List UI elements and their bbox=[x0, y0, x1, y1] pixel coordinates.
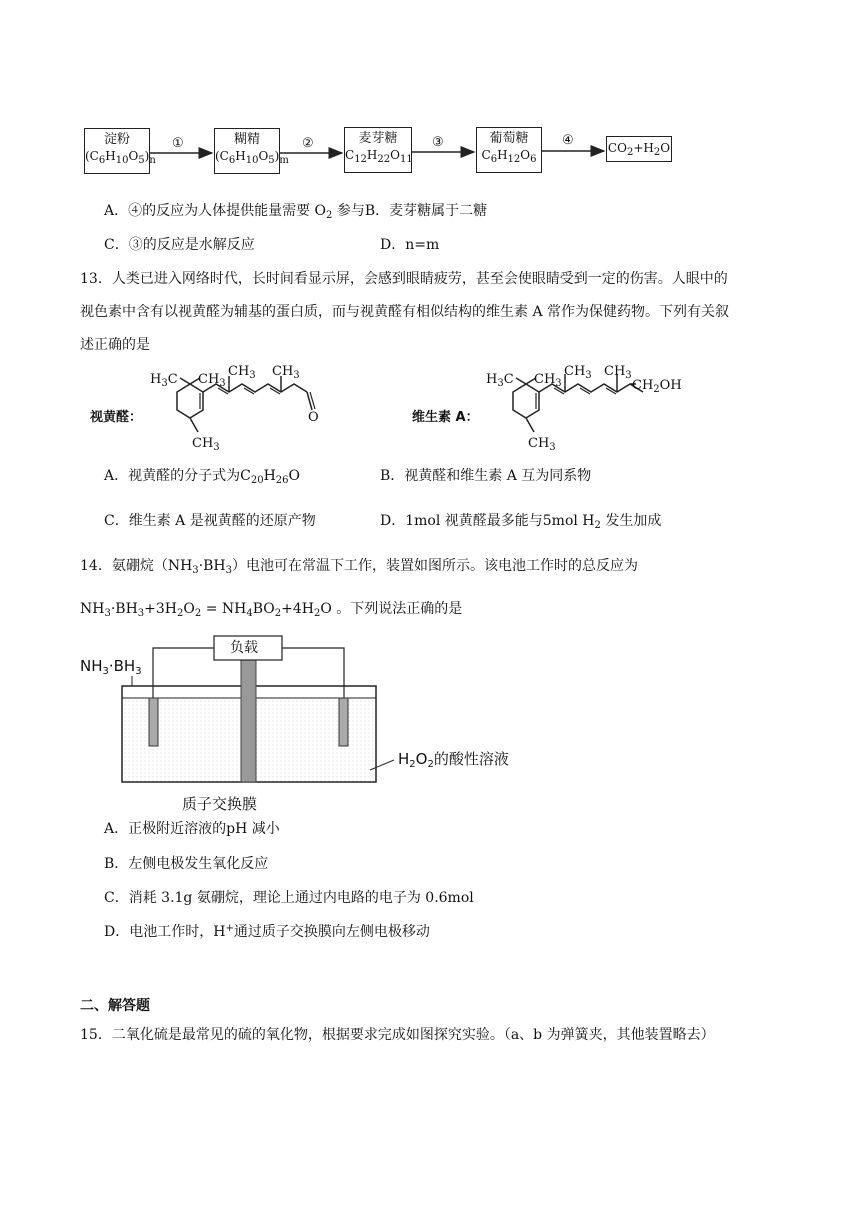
battery-solution-label: $H_2O_2$的酸性溶液 bbox=[398, 750, 509, 770]
scheme-box-name: 糊精 bbox=[233, 132, 260, 147]
q12-option-d: D．n=m bbox=[380, 237, 440, 253]
battery-fuel-label: $NH_3\cdot BH_3$ bbox=[80, 657, 142, 677]
battery-diagram bbox=[0, 620, 860, 820]
q15-stem: 15．二氧化硫是最常见的硫的氧化物，根据要求完成如图探究实验。（a、b 为弹簧夹，其他装置略去） bbox=[80, 1027, 715, 1043]
q13-stem-line-2: 视色素中含有以视黄醛为辅基的蛋白质，而与视黄醛有相似结构的维生素 A 常作为保健药物。下列有关叙 bbox=[80, 304, 730, 320]
q13-option-a: A．视黄醛的分子式为$C_{20}H_{26}O$ bbox=[104, 468, 300, 486]
scheme-step-2: ② bbox=[302, 136, 314, 151]
scheme-step-1: ① bbox=[172, 136, 184, 151]
q14-option-c: C．消耗 3.1g 氨硼烷，理论上通过内电路的电子为 0.6mol bbox=[104, 890, 474, 906]
q14-option-a: A．正极附近溶液的pH 减小 bbox=[104, 821, 280, 837]
retinal-ch3-3: $CH_3$ bbox=[272, 364, 300, 381]
scheme-final-formula: $CO_2+H_2O$ bbox=[607, 141, 671, 158]
section-heading: 二、解答题 bbox=[80, 998, 150, 1014]
vitamin-a-ch3-4: $CH_3$ bbox=[528, 436, 556, 453]
q12-option-c: C．③的反应是水解反应 bbox=[104, 237, 255, 253]
q13-option-d: D．1mol 视黄醛最多能与5mol $H_2$ 发生加成 bbox=[380, 513, 662, 531]
scheme-step-4: ④ bbox=[562, 133, 574, 148]
vitamin-a-ch3-2: $CH_3$ bbox=[564, 364, 592, 381]
scheme-box-formula: $C_6H_{12}O_6$ bbox=[481, 148, 537, 165]
q13-option-c: C．维生素 A 是视黄醛的还原产物 bbox=[104, 513, 316, 529]
q13-option-b: B．视黄醛和维生素 A 互为同系物 bbox=[380, 468, 592, 484]
scheme-box-formula: $(C_6H_{10}O_5)_m$ bbox=[215, 149, 289, 166]
scheme-box-name: 淀粉 bbox=[103, 132, 130, 147]
battery-membrane-label: 质子交换膜 bbox=[182, 795, 258, 813]
retinal-ch3-4: $CH_3$ bbox=[192, 436, 220, 453]
vitamin-a-ch2oh: $CH_2OH$ bbox=[632, 378, 682, 395]
scheme-box-name: 麦芽糖 bbox=[358, 131, 398, 146]
vitamin-a-label: 维生素 A： bbox=[412, 410, 479, 425]
q14-option-d: D．电池工作时，H+通过质子交换膜向左侧电极移动 bbox=[104, 923, 430, 940]
scheme-box-formula: $(C_6H_{10}O_5)_n$ bbox=[85, 149, 156, 166]
retinal-h3c: $H_3C$ bbox=[150, 372, 178, 389]
q14-stem: 14．氨硼烷$(NH_3\cdot BH_3)$电池可在常温下工作，装置如图所示。该电池工作时的总反应为 bbox=[80, 558, 638, 576]
scheme-arrows bbox=[0, 0, 860, 200]
battery-load-label: 负载 bbox=[230, 640, 258, 656]
q13-stem-line-3: 述正确的是 bbox=[80, 337, 150, 353]
retinal-o-atom: O bbox=[308, 410, 319, 425]
scheme-step-3: ③ bbox=[432, 135, 444, 150]
retinal-label: 视黄醛： bbox=[90, 410, 143, 425]
retinal-ch3-2: $CH_3$ bbox=[228, 364, 256, 381]
vitamin-a-ch3-1: $CH_3$ bbox=[534, 372, 562, 389]
q14-option-b: B．左侧电极发生氧化反应 bbox=[104, 856, 269, 872]
scheme-box-name: 葡萄糖 bbox=[489, 131, 529, 146]
q13-stem-line-1: 13．人类已进入网络时代，长时间看显示屏，会感到眼睛疲劳，甚至会使眼睛受到一定的伤害。人眼中的 bbox=[80, 271, 728, 287]
q12-option-a-b: A．④的反应为人体提供能量需要 $O_2$ 参与B．麦芽糖属于二糖 bbox=[104, 203, 488, 221]
q14-equation: $NH_3\cdot BH_3+3H_2O_2 = NH_4BO_2+4H_2O$ 。下列说法正确的是 bbox=[80, 601, 463, 619]
retinal-ch3-1: $CH_3$ bbox=[198, 372, 226, 389]
vitamin-a-ch3-3: $CH_3$ bbox=[604, 364, 632, 381]
scheme-box-formula: $C_{12}H_{22}O_{11}$ bbox=[345, 148, 413, 165]
vitamin-a-h3c: $H_3C$ bbox=[486, 372, 514, 389]
